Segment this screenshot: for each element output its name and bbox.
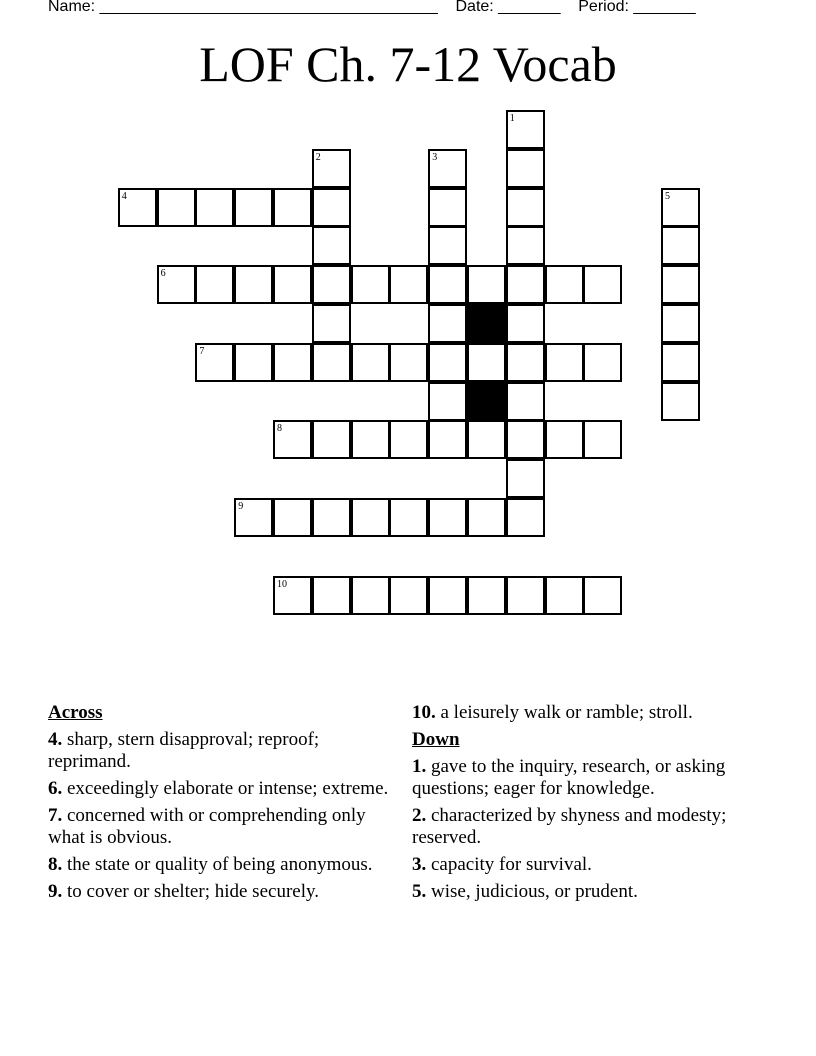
grid-cell[interactable] bbox=[351, 265, 390, 304]
grid-cell[interactable] bbox=[428, 265, 467, 304]
grid-cell-number: 8 bbox=[277, 423, 282, 435]
grid-cell[interactable] bbox=[234, 188, 273, 227]
grid-cell[interactable] bbox=[312, 188, 351, 227]
grid-cell[interactable] bbox=[234, 265, 273, 304]
across-clue-4: 4. sharp, stern disapproval; reproof; reprimand. bbox=[48, 729, 320, 772]
grid-cell-number: 9 bbox=[238, 501, 244, 512]
grid-cell[interactable] bbox=[428, 576, 467, 615]
clues-column-left bbox=[48, 702, 398, 908]
grid-cell[interactable] bbox=[506, 304, 545, 343]
grid-cell[interactable] bbox=[583, 576, 622, 615]
grid-cell[interactable] bbox=[273, 576, 312, 615]
grid-cell[interactable] bbox=[506, 420, 545, 459]
grid-cell-black bbox=[467, 304, 506, 343]
grid-cell[interactable] bbox=[428, 149, 467, 188]
grid-cell[interactable] bbox=[351, 498, 390, 537]
grid-cell[interactable] bbox=[273, 498, 312, 537]
header-fields-line[interactable]: Name: ______________________________________ Date: _______ Period: _______ bbox=[48, 0, 696, 15]
grid-cell[interactable] bbox=[428, 188, 467, 227]
grid-cell[interactable] bbox=[545, 420, 584, 459]
grid-cell[interactable] bbox=[467, 420, 506, 459]
across-heading: Across bbox=[48, 702, 103, 723]
grid-cell[interactable] bbox=[467, 343, 506, 382]
grid-cell[interactable] bbox=[351, 420, 390, 459]
grid-cell[interactable] bbox=[506, 110, 545, 149]
grid-cell[interactable] bbox=[389, 420, 428, 459]
grid-cell[interactable] bbox=[428, 420, 467, 459]
grid-cell-number: 2 bbox=[315, 151, 321, 163]
grid-cell[interactable] bbox=[467, 265, 506, 304]
grid-cell[interactable] bbox=[157, 265, 196, 304]
grid-cell[interactable] bbox=[467, 576, 506, 615]
grid-cell[interactable] bbox=[506, 188, 545, 227]
grid-cell[interactable] bbox=[661, 304, 700, 343]
grid-cell[interactable] bbox=[506, 576, 545, 615]
grid-cell-number: 6 bbox=[160, 268, 166, 280]
across-clue-7: 7. concerned with or comprehending only what is obvious. bbox=[48, 805, 366, 848]
grid-cell[interactable] bbox=[661, 265, 700, 304]
down-heading: Down bbox=[412, 729, 460, 750]
grid-cell-number: 3 bbox=[432, 151, 438, 163]
grid-cell[interactable] bbox=[312, 265, 351, 304]
across-clue-6: 6. exceedingly elaborate or intense; extreme. bbox=[48, 778, 389, 799]
grid-cell[interactable] bbox=[389, 576, 428, 615]
grid-cell[interactable] bbox=[273, 343, 312, 382]
grid-cell[interactable] bbox=[428, 343, 467, 382]
across-clue-9: 9. to cover or shelter; hide securely. bbox=[48, 881, 320, 902]
grid-cell[interactable] bbox=[545, 265, 584, 304]
grid-cell[interactable] bbox=[583, 265, 622, 304]
grid-cell[interactable] bbox=[428, 226, 467, 265]
grid-cell-number: 1 bbox=[509, 113, 515, 124]
grid-cell[interactable] bbox=[583, 420, 622, 459]
grid-cell[interactable] bbox=[118, 188, 157, 227]
page-title: LOF Ch. 7-12 Vocab bbox=[199, 36, 617, 92]
grid-cell[interactable] bbox=[506, 265, 545, 304]
grid-cell[interactable] bbox=[506, 459, 545, 498]
grid-cell[interactable] bbox=[195, 265, 234, 304]
grid-cell[interactable] bbox=[312, 498, 351, 537]
grid-cell[interactable] bbox=[312, 576, 351, 615]
across-clue-8: 8. the state or quality of being anonymous. bbox=[48, 854, 373, 875]
grid-cell[interactable] bbox=[389, 343, 428, 382]
grid-cell[interactable] bbox=[506, 226, 545, 265]
grid-cell-number: 7 bbox=[199, 345, 205, 357]
grid-cell[interactable] bbox=[467, 498, 506, 537]
clues-column-right bbox=[412, 702, 792, 908]
grid-cell[interactable] bbox=[428, 498, 467, 537]
down-clue-5: 5. wise, judicious, or prudent. bbox=[412, 881, 638, 902]
grid-cell[interactable] bbox=[195, 343, 234, 382]
grid-cell[interactable] bbox=[312, 304, 351, 343]
grid-cell[interactable] bbox=[661, 343, 700, 382]
grid-cell[interactable] bbox=[234, 498, 273, 537]
grid-cell[interactable] bbox=[351, 343, 390, 382]
grid-cell[interactable] bbox=[389, 265, 428, 304]
grid-cell[interactable] bbox=[428, 382, 467, 421]
grid-cell-black bbox=[467, 382, 506, 421]
grid-cell[interactable] bbox=[506, 498, 545, 537]
grid-cell[interactable] bbox=[273, 420, 312, 459]
grid-cell[interactable] bbox=[506, 382, 545, 421]
grid-cell[interactable] bbox=[312, 149, 351, 188]
grid-cell-number: 5 bbox=[665, 190, 670, 202]
grid-cell[interactable] bbox=[312, 343, 351, 382]
grid-cell[interactable] bbox=[545, 576, 584, 615]
grid-cell[interactable] bbox=[583, 343, 622, 382]
grid-cell[interactable] bbox=[273, 265, 312, 304]
grid-cell[interactable] bbox=[506, 343, 545, 382]
across-clue-10: 10. a leisurely walk or ramble; stroll. bbox=[412, 702, 693, 723]
grid-cell[interactable] bbox=[312, 420, 351, 459]
grid-cell[interactable] bbox=[273, 188, 312, 227]
grid-cell[interactable] bbox=[312, 226, 351, 265]
grid-cell[interactable] bbox=[661, 382, 700, 421]
down-clue-3: 3. capacity for survival. bbox=[412, 854, 592, 875]
grid-cell[interactable] bbox=[428, 304, 467, 343]
grid-cell[interactable] bbox=[389, 498, 428, 537]
grid-cell[interactable] bbox=[234, 343, 273, 382]
grid-cell[interactable] bbox=[545, 343, 584, 382]
grid-cell[interactable] bbox=[195, 188, 234, 227]
down-clue-2: 2. characterized by shyness and modesty; reserved. bbox=[412, 805, 727, 848]
grid-cell[interactable] bbox=[661, 226, 700, 265]
down-clue-1: 1. gave to the inquiry, research, or asking questions; eager for knowledge. bbox=[412, 756, 726, 799]
grid-cell[interactable] bbox=[506, 149, 545, 188]
grid-cell-number: 4 bbox=[121, 190, 127, 202]
grid-cell-number: 10 bbox=[277, 578, 287, 590]
grid-cell[interactable] bbox=[661, 188, 700, 227]
grid-cell[interactable] bbox=[157, 188, 196, 227]
grid-cell[interactable] bbox=[351, 576, 390, 615]
